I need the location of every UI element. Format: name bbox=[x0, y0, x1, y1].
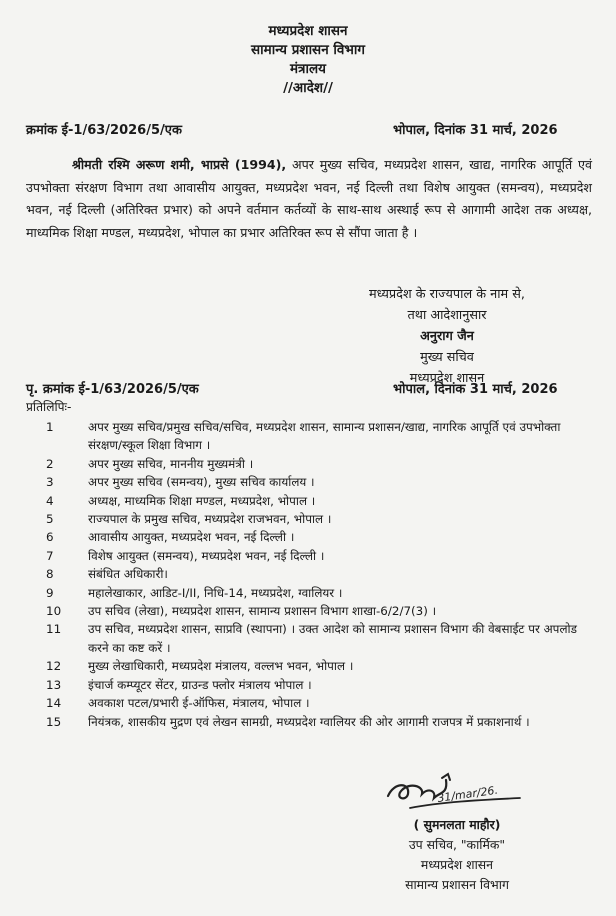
list-item: 14 अवकाश पटल/प्रभारी ई-ऑफिस, मंत्रालय, भोपाल । bbox=[46, 696, 310, 711]
final-signatory-department: सामान्य प्रशासन विभाग bbox=[405, 877, 509, 892]
list-item: 10 उप सचिव (लेखा), मध्यप्रदेश शासन, सामान्य प्रशासन विभाग शाखा-6/2/7(3) । bbox=[46, 604, 437, 619]
endorsement-place-date: भोपाल, दिनांक 31 मार्च, 2026 bbox=[393, 382, 558, 397]
handwritten-signature bbox=[380, 768, 530, 818]
list-item: 3 अपर मुख्य सचिव (समन्वय), मुख्य सचिव कार्यालय । bbox=[46, 475, 315, 490]
signatory-designation: मुख्य सचिव bbox=[420, 350, 474, 365]
order-number: क्रमांक ई-1/63/2026/5/एक bbox=[26, 123, 182, 138]
copy-label: प्रतिलिपिः- bbox=[26, 400, 72, 414]
list-item: 12 मुख्य लेखाधिकारी, मध्यप्रदेश मंत्रालय, वल्लभ भवन, भोपाल । bbox=[46, 659, 354, 674]
list-item: 11 उप सचिव, मध्यप्रदेश शासन, साप्रवि (स्थापना) । उक्त आदेश को सामान्य प्रशासन विभाग की वेबसाईट पर अपलोड करने का कष्ट करें । bbox=[46, 622, 577, 655]
final-signatory-block bbox=[372, 815, 542, 895]
header-government: मध्यप्रदेश शासन bbox=[268, 23, 348, 39]
signatory-name: अनुराग जैन bbox=[420, 329, 474, 344]
list-item: 1 अपर मुख्य सचिव/प्रमुख सचिव/सचिव, मध्यप्रदेश शासन, सामान्य प्रशासन/खाद्य, नागरिक आपूर्ति एवं उपभोक्ता संरक्षण/स्कूल शिक्षा विभाग । bbox=[46, 420, 561, 453]
officer-name: श्रीमती रश्मि अरूण शमी, भाप्रसे (1994), bbox=[72, 157, 287, 172]
signatory-office: मध्यप्रदेश शासन bbox=[409, 371, 485, 386]
list-item: 4 अध्यक्ष, माध्यमिक शिक्षा मण्डल, मध्यप्रदेश, भोपाल । bbox=[46, 493, 316, 508]
endorsement-number: पृ. क्रमांक ई-1/63/2026/5/एक bbox=[26, 382, 199, 397]
signatory-order-line: तथा आदेशानुसार bbox=[407, 308, 487, 323]
final-signatory-office: मध्यप्रदेश शासन bbox=[420, 857, 494, 872]
order-place-date: भोपाल, दिनांक 31 मार्च, 2026 bbox=[393, 123, 558, 138]
list-item: 8 संबंधित अधिकारी। bbox=[46, 567, 168, 582]
list-item: 5 राज्यपाल के प्रमुख सचिव, मध्यप्रदेश राजभवन, भोपाल । bbox=[46, 512, 332, 527]
list-item: 6 आवासीय आयुक्त, मध्यप्रदेश भवन, नई दिल्ली । bbox=[46, 530, 295, 545]
list-item: 2 अपर मुख्य सचिव, माननीय मुख्यमंत्री । bbox=[46, 456, 254, 471]
final-signatory-designation: उप सचिव, "कार्मिक" bbox=[408, 837, 506, 852]
order-body bbox=[26, 154, 592, 244]
copy-list bbox=[26, 418, 596, 731]
list-item: 9 महालेखाकार, आडिट-I/II, निधि-14, मध्यप्रदेश, ग्वालियर । bbox=[46, 585, 343, 600]
list-item: 7 विशेष आयुक्त (समन्वय), मध्यप्रदेश भवन, नई दिल्ली । bbox=[46, 548, 325, 563]
signatory-authority-line: मध्यप्रदेश के राज्यपाल के नाम से, bbox=[369, 287, 525, 302]
header-order-title: //आदेश// bbox=[283, 80, 333, 96]
header-department: सामान्य प्रशासन विभाग bbox=[251, 42, 365, 58]
order-body-text: अपर मुख्य सचिव, मध्यप्रदेश शासन, खाद्य, नागरिक आपूर्ति एवं उपभोक्ता संरक्षण विभाग तथा आवासीय आयुक्त, मध्यप्रदेश भवन, नई दिल्ली तथा विशेष आयुक्त (समन्वय), मध्यप्रदेश भवन, नई दिल्ली (अतिरिक्त प्रभार) को अपने वर्तमान कर्तव्यों के साथ-साथ अस्थाई रूप से आगामी आदेश तक अध्यक्ष, माध्यमिक शिक्षा मण्डल, मध्यप्रदेश, भोपाल का प्रभार अतिरिक्त रूप से सौंपा जाता है । bbox=[26, 157, 592, 240]
list-item: 13 इंचार्ज कम्प्यूटर सेंटर, ग्राउन्ड फ्लोर मंत्रालय भोपाल । bbox=[46, 677, 312, 692]
header-ministry: मंत्रालय bbox=[289, 61, 326, 77]
final-signatory-name: ( सुमनलता माहौर) bbox=[413, 817, 501, 832]
signature-date-note: 31/mar/26. bbox=[436, 783, 499, 805]
list-item: 15 नियंत्रक, शासकीय मुद्रण एवं लेखन सामग्री, मध्यप्रदेश ग्वालियर की ओर आगामी राजपत्र में प्रकाशनार्थ । bbox=[46, 714, 530, 729]
signatory-block bbox=[352, 284, 542, 389]
